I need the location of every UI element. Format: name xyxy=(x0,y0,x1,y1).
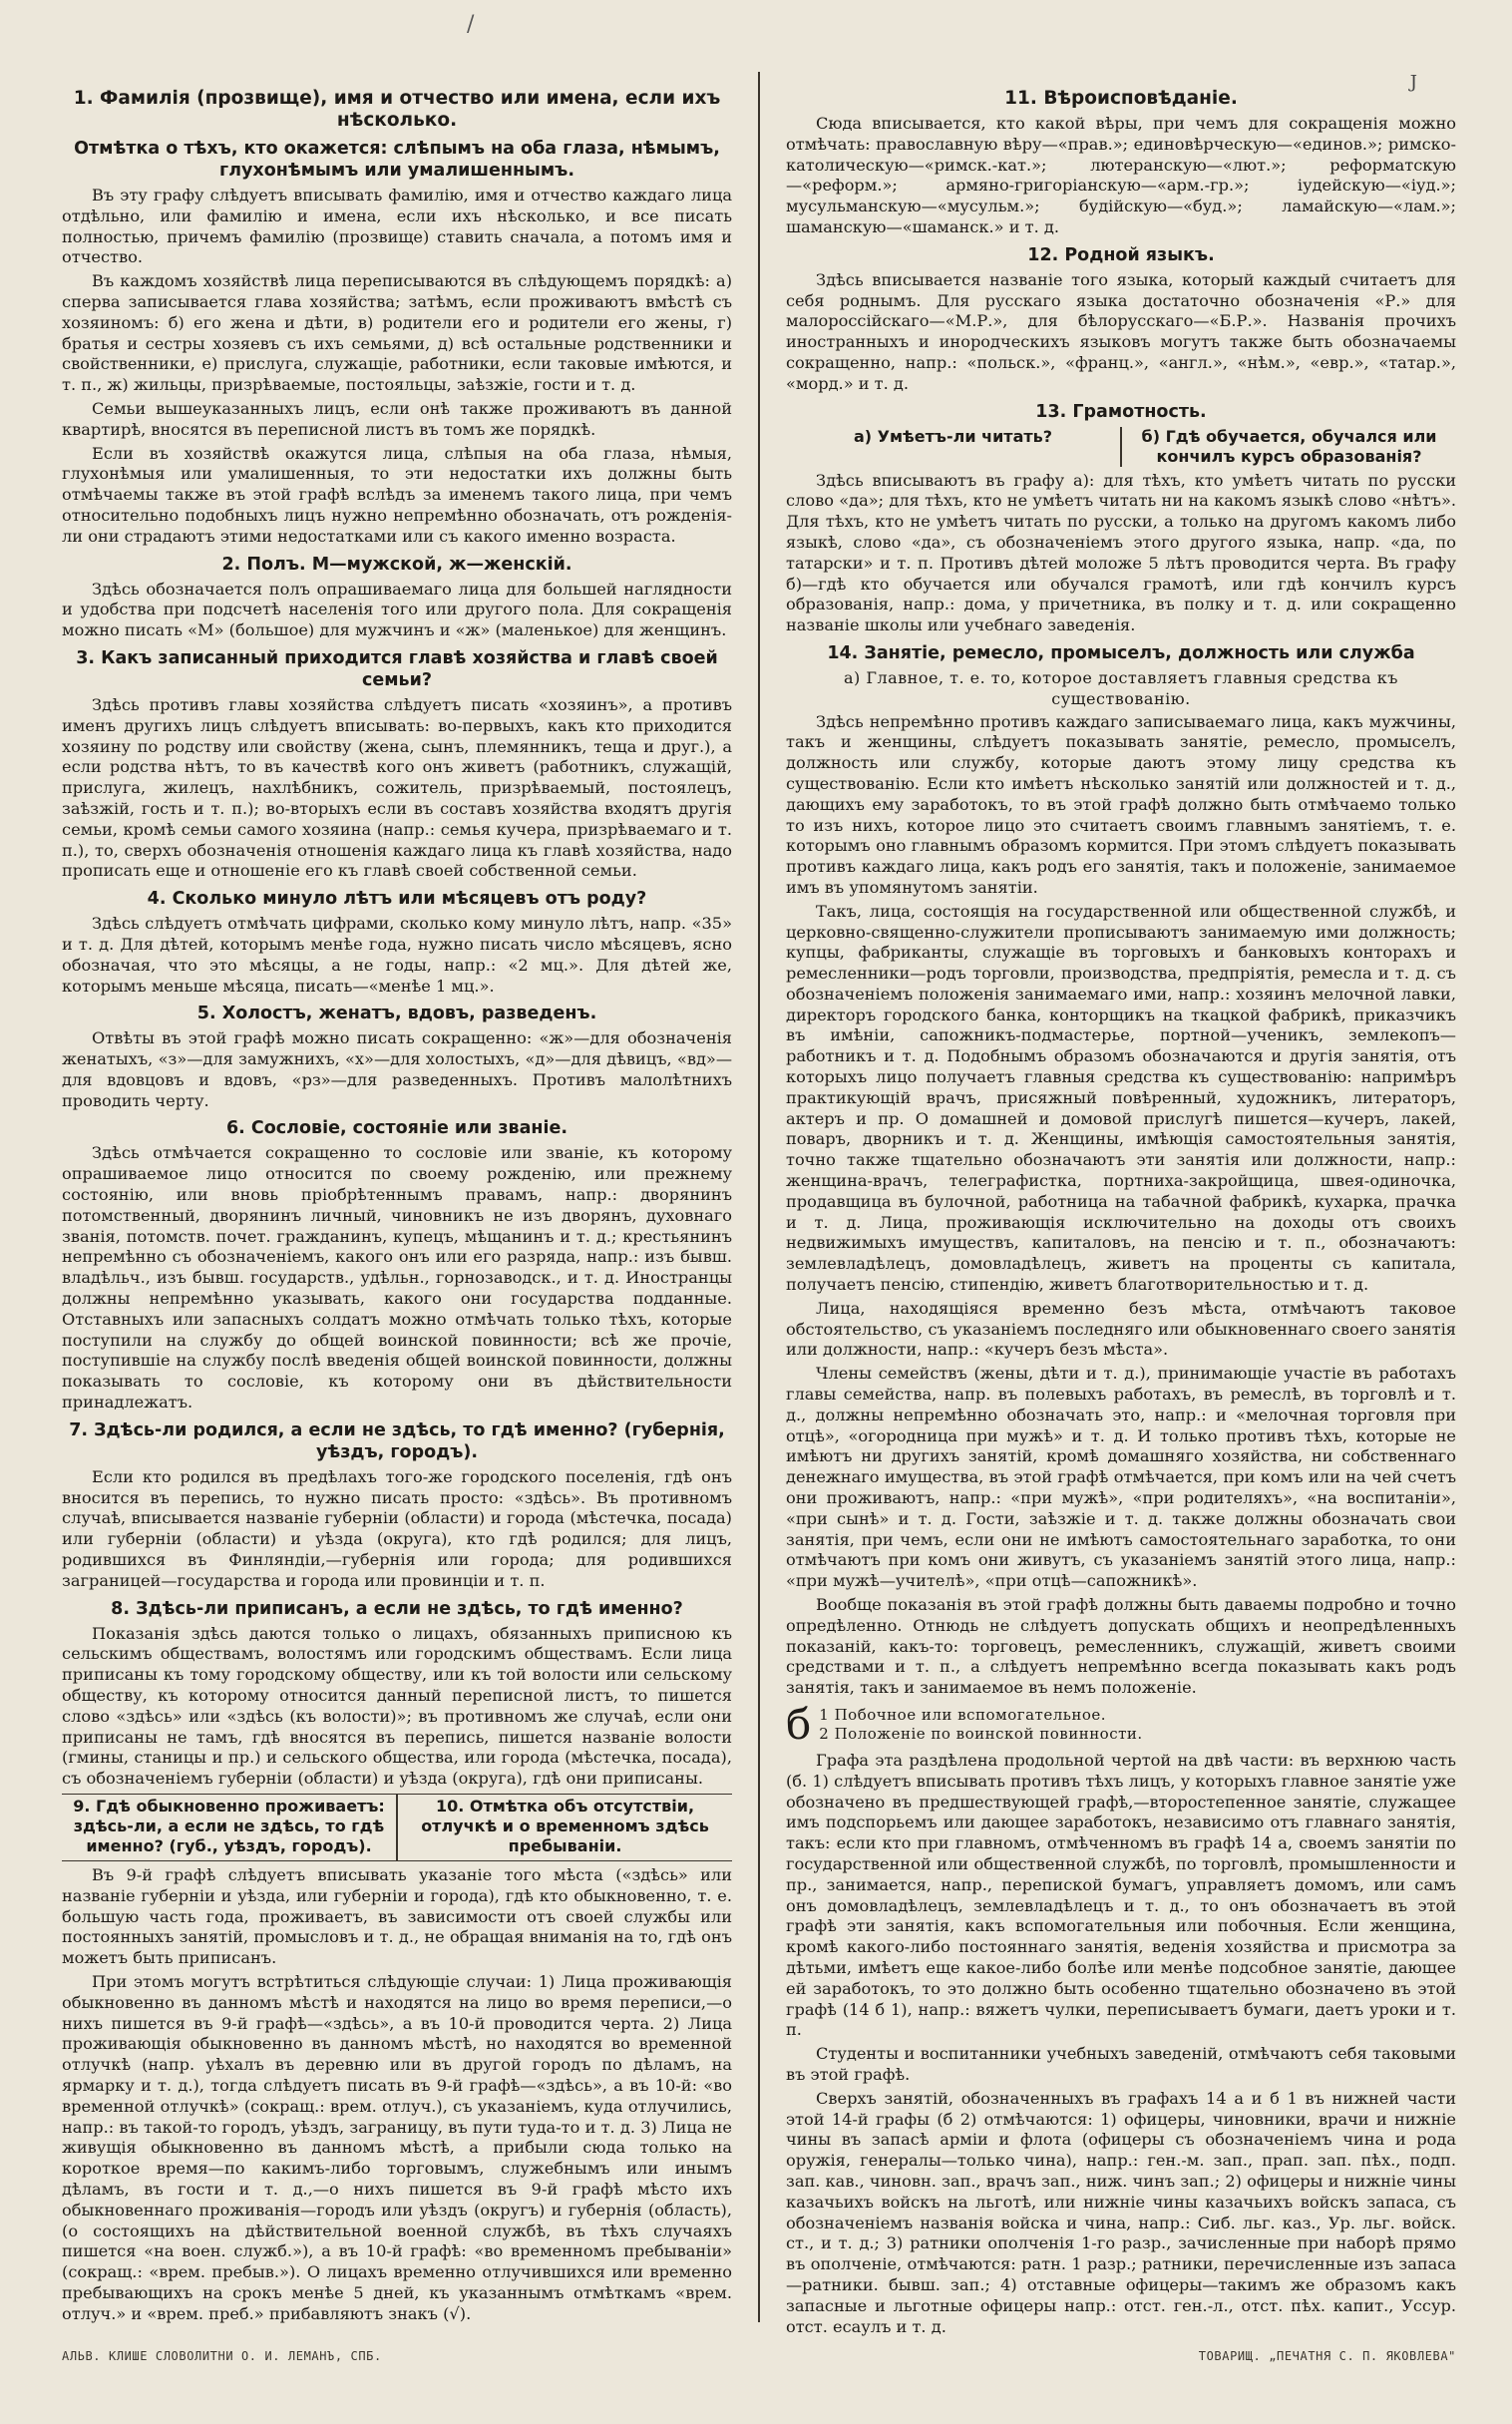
section-12-title: 12. Родной языкъ. xyxy=(1027,244,1215,265)
section-13-subheads xyxy=(786,427,1456,467)
section-9-paragraph: Въ 9-й графѣ слѣдуетъ вписывать указаніе того мѣста («здѣсь» или названіе губерніи и уѣзда, или губерніи и города), гдѣ кто обыкновенно, т. е. большую часть года, проживаетъ, въ зависимости отъ своей службы или постоянныхъ занятій, промысловъ и т. д., не обращая вниманія на то, гдѣ онъ можетъ быть приписанъ. xyxy=(62,1865,733,1968)
section-6-paragraph: Здѣсь отмѣчается сокращенно то сословіе или званіе, къ которому опрашиваемое лицо относится по своему рожденію, или прежнему состоянію, или вновь пріобрѣтеннымъ правамъ, напр.: дворянинъ потомственный, дворянинъ личный, чиновникъ не изъ дворянъ, духовнаго званія, потомств. почет. гражданинъ, купецъ, мѣщанинъ и т. д.; крестьянинъ непремѣнно съ обозначеніемъ, какого онъ или его разряда, напр.: изъ бывш. владѣльч., изъ бывш. государств., удѣльн., горнозаводск., и т. д. Иностранцы должны непремѣнно указывать, какого они государства подданные. Отставныхъ или запасныхъ солдатъ можно отмѣчать только тѣхъ, которые поступили на службу до общей воинской повинности; всѣ же прочіе, поступившіе на службу послѣ введенія общей воинской повинности, должны показывать то сословіе, къ которому они въ дѣйствительности принадлежатъ. xyxy=(62,1143,733,1413)
brace-lines xyxy=(819,1706,1142,1744)
brace-line-1: 1 Побочное или вспомогательное. xyxy=(819,1705,1107,1724)
section-8-paragraph: Показанія здѣсь даются только о лицахъ, обязанныхъ приписною къ сельскимъ обществамъ, волостямъ или городскимъ обществамъ. Если лица приписаны къ тому городскому обществу, или къ той волости или сельскому обществу, къ которому относится данный переписной листъ, то пишется слово «здѣсь» или «здѣсь (къ волости)»; въ противномъ же случаѣ, если они приписаны не тамъ, гдѣ вносятся въ перепись, пишется названіе волости (гмины, станицы и пр.) и сельского общества, или города (мѣстечка, посада), съ обозначеніемъ губерніи (области) и уѣзда (округа), гдѣ они приписаны. xyxy=(62,1623,733,1789)
section-13-paragraph: Здѣсь вписываютъ въ графу а): для тѣхъ, кто умѣетъ читать по русски слово «да»; для тѣхъ, кто не умѣетъ читать ни на какомъ языкѣ слово «нѣтъ». Для тѣхъ, кто не умѣетъ читать по русски, а только на другомъ какомъ либо языкѣ, слово «да», съ обозначеніемъ этого другого языка, напр. «да, по татарски» и т. п. Противъ дѣтей моложе 5 лѣтъ проводится черта. Въ графу б)—гдѣ кто обучается или обучался грамотѣ, или гдѣ кончилъ курсъ образованія, напр.: дома, у причетника, въ полку и т. д. или сокращенно названіе школы или учебнаго заведенія. xyxy=(785,470,1456,635)
section-14-paragraph: Лица, находящіяся временно безъ мѣста, отмѣчаютъ таковое обстоятельство, съ указаніемъ последняго или обыкновеннаго своего занятія или должности, напр.: «кучеръ безъ мѣста». xyxy=(785,1298,1456,1360)
two-column-body xyxy=(62,78,1456,2336)
section-13-title: 13. Грамотность. xyxy=(1035,401,1207,422)
brace-label: б xyxy=(785,1699,812,1749)
section-14-paragraph: Члены семействъ (жены, дѣти и т. д.), принимающіе участіе въ работахъ главы семейства, напр. въ полевыхъ работахъ, въ ремеслѣ, въ торговлѣ и т. д., должны непремѣнно обозначать это, напр.: и «мелочная торговля при отцѣ», «огородница при мужѣ» и т. д. И только противъ тѣхъ, которые не имѣютъ ни другихъ занятій, кромѣ домашняго хозяйства, ни собственнаго денежнаго имущества, въ этой графѣ отмѣчается, при комъ или на чей счетъ они проживаютъ, напр.: «при мужѣ», «при родителяхъ», «на воспитаніи», «при сынѣ» и т. д. Гости, заѣзжіе и т. д. также должны обозначать свои занятія, при чемъ, если они не имѣютъ самостоятельнаго заработка, то они отмѣчаютъ при комъ они живутъ, съ указаніемъ занятій этого лица, напр.: «при мужѣ—учителѣ», «при отцѣ—сапожникѣ». xyxy=(785,1364,1456,1591)
section-14-subhead-a: а) Главное, т. е. то, которое доставляетъ главныя средства къ существованію. xyxy=(844,667,1398,708)
section-9-paragraph: При этомъ могутъ встрѣтиться слѣдующіе случаи: 1) Лица проживающія обыкновенно въ данномъ мѣстѣ и находятся на лицо во время переписи,—о нихъ пишется въ 9-й графѣ—«здѣсь», а въ 10-й проводится черта. 2) Лица проживающія обыкновенно въ данномъ мѣстѣ, но находятся во временной отлучкѣ (напр. уѣхалъ въ деревню или въ другой городъ по дѣламъ, на ярмарку и т. д.), тогда слѣдуетъ писать въ 9-й графѣ—«здѣсь», а въ 10-й: «во временной отлучкѣ» (сокращ.: врем. отлуч.), съ указаніемъ, куда отлучились, напр.: въ такой-то городъ, уѣздъ, заграницу, въ пути туда-то и т. д. 3) Лица не живущія обыкновенно въ данномъ мѣстѣ, а прибыли сюда только на короткое время—по какимъ-либо торговымъ, служебнымъ или инымъ дѣламъ, въ гости и т. д.,—о нихъ пишется въ 9-й графѣ мѣсто ихъ обыкновеннаго проживанія—городъ или уѣздъ (округъ) и губернія (область), (о состоящихъ на дѣйствительной военной службѣ, въ тѣхъ случаяхъ пишется «на воен. служб.»), а въ 10-й графѣ: «во временномъ пребываніи» (сокращ.: «врем. пребыв.»). О лицахъ временно отлучившихся или временно пребывающихъ на срокъ менѣе 5 дней, къ указаннымъ отмѣткамъ «врем. отлуч.» и «врем. преб.» прибавляютъ знакъ (√). xyxy=(62,1971,733,2323)
section-14-paragraph: Здѣсь непремѣнно противъ каждаго записываемаго лица, какъ мужчины, такъ и женщины, слѣдуетъ показывать занятіе, ремесло, промыселъ, должность или службу, которые даютъ этому лицу средства къ существованію. Если кто имѣетъ нѣсколько занятій или должностей и т. д., дающихъ ему заработокъ, то въ этой графѣ должно быть отмѣчаемо только то изъ нихъ, которое лицо это считаетъ своимъ главнымъ занятіемъ, т. е. которымъ оно главнымъ образомъ кормится. При этомъ слѣдуетъ показывать противъ каждаго лица, какъ родъ его занятія, такъ и положеніе, занимаемое имъ въ упомянутомъ занятіи. xyxy=(785,711,1456,897)
section-2-title: 2. Полъ. М—мужской, ж—женскій. xyxy=(221,554,572,575)
section-14-paragraph: Вообще показанія въ этой графѣ должны быть даваемы подробно и точно опредѣленно. Отнюдь не слѣдуетъ допускать общихъ и неопредѣленныхъ показаній, какъ-то: торговецъ, ремесленникъ, служащій, живетъ своими средствами и т. п., а слѣдуетъ непремѣнно всегда показывать какъ родъ занятія, такъ и занимаемое въ немъ положеніе. xyxy=(785,1595,1456,1698)
left-column xyxy=(62,78,758,2322)
section-13-a: а) Умѣетъ-ли читать? xyxy=(853,426,1053,446)
section-5-paragraph: Отвѣты въ этой графѣ можно писать сокращенно: «ж»—для обозначенія женатыхъ, «з»—для замужнихъ, «х»—для холостыхъ, «д»—для дѣвицъ, «вд»—для вдовцовъ и вдовъ, «рз»—для разведенныхъ. Противъ малолѣтнихъ проводить черту. xyxy=(62,1028,733,1110)
section-1-subtitle: Отмѣтка о тѣхъ, кто окажется: слѣпымъ на оба глаза, нѣмымъ, глухонѣмымъ или умалишеннымъ. xyxy=(74,139,720,181)
footer-left-imprint: АЛЬВ. КЛИШЕ СЛОВОЛИТНИ О. И. ЛЕМАНЪ, СПБ. xyxy=(62,2349,382,2363)
section-11-title: 11. Вѣроисповѣданіе. xyxy=(1004,88,1238,109)
section-14-title: 14. Занятіе, ремесло, промыселъ, должность или служба xyxy=(827,642,1415,663)
section-12-paragraph: Здѣсь вписывается названіе того языка, который каждый считаетъ для себя роднымъ. Для русскаго языка достаточно обозначенія «Р.» для малороссійскаго—«М.Р.», для бѣлорусскаго—«Б.Р.». Названія прочихъ иностранныхъ и инородческихъ языковъ могутъ также быть обозначаемы сокращенно, напр.: «польск.», «франц.», «англ.», «нѣм.», «евр.», «татар.», «морд.» и т. д. xyxy=(785,269,1456,393)
section-1-title: 1. Фамилія (прозвище), имя и отчество или имена, если ихъ нѣсколько. xyxy=(73,88,721,131)
section-9-title: 9. Гдѣ обыкновенно проживаетъ: здѣсь-ли, а если не здѣсь, то гдѣ именно? (губ., уѣздъ, городъ). xyxy=(73,1797,385,1855)
section-1-paragraph: Въ каждомъ хозяйствѣ лица переписываются въ слѣдующемъ порядкѣ: а) сперва записывается глава хозяйства; затѣмъ, если проживаютъ вмѣстѣ съ хозяиномъ: б) его жена и дѣти, в) родители его и родители его жены, г) братья и сестры хозяевъ съ ихъ семьями, д) всѣ остальные родственники и свойственники, е) прислуга, служащіе, работники, если таковые имѣются, и т. п., ж) жильцы, призрѣваемые, постояльцы, заѣзжіе, гости и т. д. xyxy=(62,271,733,395)
footer-right-imprint: ТОВАРИЩ. „ПЕЧАТНЯ С. П. ЯКОВЛЕВА" xyxy=(1198,2349,1456,2363)
section-9-box xyxy=(62,1795,396,1860)
corner-mark: J xyxy=(1409,72,1417,93)
section-5-title: 5. Холостъ, женатъ, вдовъ, разведенъ. xyxy=(196,1004,597,1024)
section-14-paragraph: Графа эта раздѣлена продольной чертой на двѣ части: въ верхнюю часть (б. 1) слѣдуетъ вписывать противъ тѣхъ лицъ, у которыхъ главное занятіе уже обозначено въ предшествующей графѣ,—второстепенное занятіе, служащее имъ подспорьемъ или дающее заработокъ, независимо отъ главнаго занятія, такъ: если кто при главномъ, отмѣченномъ въ графѣ 14 а, своемъ занятіи по государственной или общественной службѣ, по торговлѣ, промышленности и пр., занимается, напр., перепиской бумагъ, управляетъ домомъ, или самъ онъ домовладѣлецъ, землевладѣлецъ и т. д., то онъ обозначаетъ въ этой графѣ эти занятія, какъ вспомогательныя или побочныя. Если женщина, кромѣ какого-либо постояннаго занятія, веденія хозяйства и присмотра за дѣтьми, имѣетъ еще какое-либо болѣе или менѣе подсобное занятіе, дающее ей заработокъ, то это должно быть особенно тщательно обозначено въ этой графѣ (14 б 1), напр.: вяжетъ чулки, переписываетъ бумаги, даетъ уроки и т. п. xyxy=(785,1750,1456,2040)
section-1-paragraph: Если въ хозяйствѣ окажутся лица, слѣпыя на оба глаза, нѣмыя, глухонѣмыя или умалишенныя, то эти недостатки ихъ должны быть отмѣчаемы также въ этой графѣ вслѣдъ за именемъ такого лица, при чемъ относительно подобныхъ лицъ нужно непремѣнно обозначать, отъ рожденія-ли они страдаютъ этими недостатками или съ какого именно возраста. xyxy=(62,443,733,546)
right-column xyxy=(760,78,1456,2336)
section-14-paragraph: Сверхъ занятій, обозначенныхъ въ графахъ 14 а и б 1 въ нижней части этой 14-й графы (б 2) отмѣчаются: 1) офицеры, чиновники, врачи и нижніе чины въ запасѣ арміи и флота (офицеры съ обозначеніемъ чина и рода оружія, генералы—только чина), напр.: ген.-м. зап., прап. зап. пѣх., подп. зап. кав., чиновн. зап., врачъ зап., ниж. чинъ зап.; 2) офицеры и нижніе чины казачьихъ войскъ на льготѣ, или нижніе чины казачьихъ войскъ запаса, съ обозначеніемъ названія войска и чина, напр.: Сиб. льг. каз., Ур. льг. войск. ст., и т. д.; 3) ратники ополченія 1-го разр., зачисленные при наборѣ прямо въ ополченіе, отмѣчаются: ратн. 1 разр.; ратники, перечисленные изъ запаса—ратники. бывш. зап.; 4) отставные офицеры—такимъ же образомъ какъ запасные и льготные офицеры напр.: отст. ген.-л., отст. пѣх. капит., Уссур. отст. есаулъ и т. д. xyxy=(785,2088,1456,2336)
ink-mark: / xyxy=(467,12,475,37)
section-14-b-brace xyxy=(785,1699,1456,1749)
section-10-title: 10. Отмѣтка объ отсутствіи, отлучкѣ и о временномъ здѣсь пребываніи. xyxy=(421,1797,709,1855)
section-11-paragraph: Сюда вписывается, кто какой вѣры, при чемъ для сокращенія можно отмѣчать: православную вѣру—«прав.»; единовѣрческую—«единов.»; римско-католическую—«римск.-кат.»; лютеранскую—«лют.»; реформатскую—«реформ.»; армяно-григоріанскую—«арм.-гр.»; іудейскую—«іуд.»; мусульманскую—«мусульм.»; будійскую—«буд.»; ламайскую—«лам.»; шаманскую—«шаманск.» и т. д. xyxy=(785,114,1456,236)
section-8-title: 8. Здѣсь-ли приписанъ, а если не здѣсь, то гдѣ именно? xyxy=(111,1598,683,1619)
printer-footer xyxy=(62,2349,1456,2363)
section-10-box xyxy=(396,1795,732,1860)
section-14-paragraph: Студенты и воспитанники учебныхъ заведеній, отмѣчаютъ себя таковыми въ этой графѣ. xyxy=(785,2044,1456,2084)
section-14-paragraph: Такъ, лица, состоящія на государственной или общественной службѣ, и церковно-священно-служители прописываютъ занимаемую ими должность; купцы, фабриканты, служащіе въ торговыхъ и банковыхъ конторахъ и ремесленники—родъ торговли, производства, предпріятія, ремесла и т. д. съ обозначеніемъ положенія занимаемаго ими, напр.: хозяинъ мелочной лавки, директоръ городского банка, конторщикъ на ткацкой фабрикѣ, приказчикъ въ имѣніи, сапожникъ-подмастерье, портной—ученикъ, землекопъ—работникъ и т. д. Подобнымъ образомъ обозначаются и другія занятія, отъ которыхъ лицо получаетъ главныя средства къ существованію: напримѣръ практикующій врачъ, присяжный повѣренный, художникъ, литераторъ, актеръ и пр. О домашней и домовой прислугѣ пишется—кучеръ, лакей, поваръ, дворникъ и т. д. Женщины, имѣющія самостоятельныя занятія, точно также тщательно обозначаютъ эти занятія или должности, напр.: женщина-врачъ, телеграфистка, портниха-закройщица, швея-одиночка, продавщица въ булочной, работница на табачной фабрикѣ, кухарка, прачка и т. д. Лица, проживающія исключительно на доходы отъ своихъ недвижимыхъ имуществъ, капиталовъ, на пенсію и т. п., обозначаютъ: землевладѣлецъ, домовладѣлецъ, живетъ на проценты съ капитала, получаетъ пенсію, стипендію, живетъ благотворительностью и т. д. xyxy=(785,901,1456,1295)
section-4-title: 4. Сколько минуло лѣтъ или мѣсяцевъ отъ роду? xyxy=(147,889,647,910)
sections-9-10-header xyxy=(62,1794,732,1861)
section-7-paragraph: Если кто родился въ предѣлахъ того-же городского поселенія, гдѣ онъ вносится въ перепись, то нужно писать просто: «здѣсь». Въ противномъ случаѣ, вписывается названіе губерніи (области) и города (мѣстечка, посада) или губерніи (области) и уѣзда (округа), кто гдѣ родился; для лицъ, родившихся въ Финляндіи,—губернія или города; для родившихся заграницей—государства и города или провинціи и т. п. xyxy=(62,1466,733,1590)
section-3-title: 3. Какъ записанный приходится главѣ хозяйства и главѣ своей семьи? xyxy=(76,647,718,690)
section-1-paragraph: Въ эту графу слѣдуетъ вписывать фамилію, имя и отчество каждаго лица отдѣльно, или фамилію и имена, если ихъ нѣсколько, и все писать полностью, причемъ фамилію (прозвище) ставить сначала, а потомъ имя и отчество. xyxy=(62,186,733,267)
section-3-paragraph: Здѣсь противъ главы хозяйства слѣдуетъ писать «хозяинъ», а противъ именъ другихъ лицъ слѣдуетъ вписывать: во-первыхъ, какъ кто приходится хозяину по родству или свойству (жена, сынъ, племянникъ, теща и друг.), а если родства нѣтъ, то въ качествѣ кого онъ живетъ (работникъ, служащій, прислуга, жилецъ, нахлѣбникъ, сожитель, призрѣваемый, постоялецъ, заѣзжій, гость и т. п.); во-вторыхъ если въ составъ хозяйства входятъ другія семьи, кромѣ семьи самого хозяина (напр.: семья кучера, призрѣваемаго и т. п.), то, сверхъ обозначенія отношенія каждаго лица къ главѣ хозяйства, надо прописать еще и отношеніе его къ главѣ своей собственной семьи. xyxy=(62,694,733,881)
section-1-paragraph: Семьи вышеуказанныхъ лицъ, если онѣ также проживаютъ въ данной квартирѣ, вносятся въ переписной листъ въ томъ же порядкѣ. xyxy=(62,398,733,439)
section-6-title: 6. Сословіе, состояніе или званіе. xyxy=(226,1118,567,1139)
section-7-title: 7. Здѣсь-ли родился, а если не здѣсь, то гдѣ именно? (губернія, уѣздъ, городъ). xyxy=(69,1419,725,1462)
section-4-paragraph: Здѣсь слѣдуетъ отмѣчать цифрами, сколько кому минуло лѣтъ, напр. «35» и т. д. Для дѣтей, которымъ менѣе года, нужно писать число мѣсяцевъ, ясно обозначая, что это мѣсяцы, а не годы, напр.: «2 мц.». Для дѣтей же, которымъ меньше мѣсяца, писать—«менѣе 1 мц.». xyxy=(62,914,733,996)
section-13-b: б) Гдѣ обучается, обучался или кончилъ курсъ образованія? xyxy=(1120,427,1456,467)
brace-line-2: 2 Положеніе по воинской повинности. xyxy=(819,1724,1143,1743)
section-2-paragraph: Здѣсь обозначается полъ опрашиваемаго лица для большей наглядности и удобства при подсчетѣ населенія того или другого пола. Для сокращенія можно писать «М» (большое) для мужчинъ и «ж» (маленькое) для женщинъ. xyxy=(62,579,733,640)
